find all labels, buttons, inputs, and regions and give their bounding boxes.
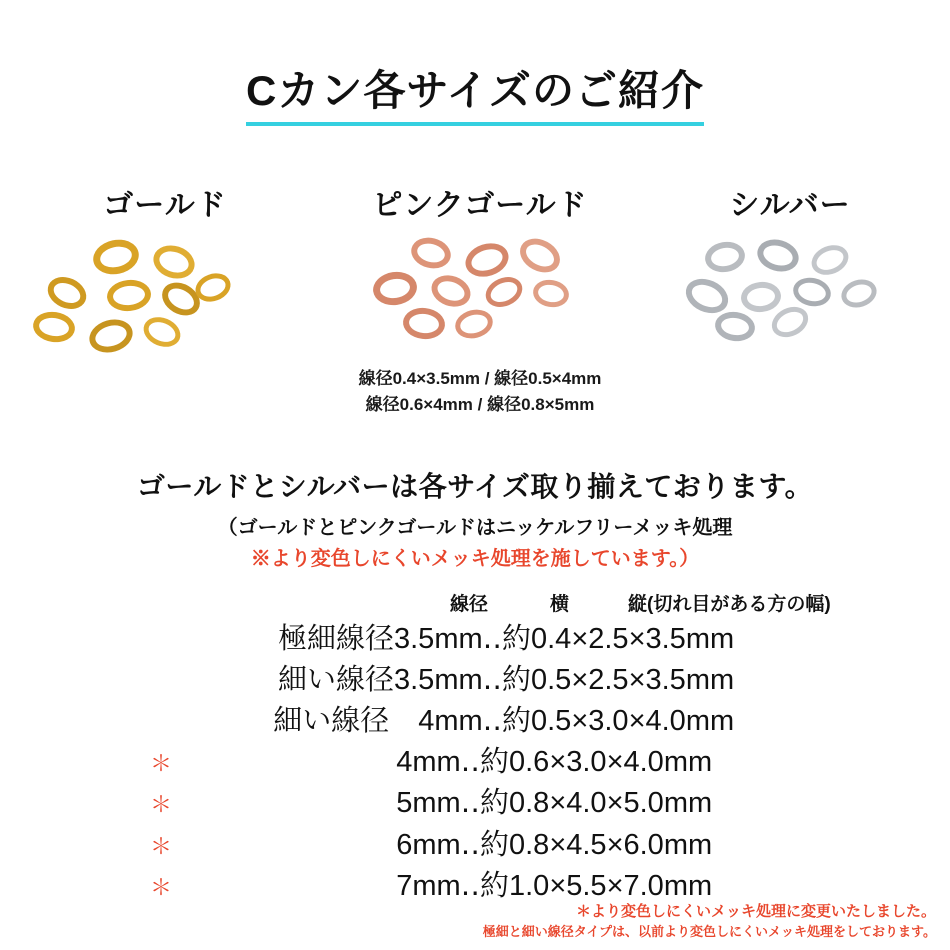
jump-ring-icon (754, 235, 803, 276)
headline-sub: （ゴールドとピンクゴールドはニッケルフリーメッキ処理 (217, 516, 733, 539)
table-row (150, 825, 950, 866)
row-value: 約0.5×2.5×3.5mm (502, 663, 735, 696)
jump-ring-icon (401, 306, 446, 341)
jump-ring-icon (461, 238, 513, 282)
table-row (150, 742, 950, 783)
jump-ring-icon (807, 240, 853, 280)
row-asterisk: ＊ (150, 874, 173, 900)
jump-ring-icon (90, 236, 142, 279)
row-asterisk: ＊ (150, 751, 173, 777)
page-title (246, 58, 704, 132)
table-row (150, 660, 950, 701)
color-column-gold (15, 180, 315, 364)
headline-note: ※より変色しにくいメッキ処理を施しています。） (250, 547, 700, 570)
jump-ring-icon (514, 232, 566, 279)
row-value: 約0.6×3.0×4.0mm (480, 746, 713, 779)
spec-header-wire: 線径 (450, 593, 489, 615)
row-value: 約0.5×3.0×4.0mm (502, 705, 735, 738)
page-title-area (0, 0, 950, 132)
color-variants (0, 180, 950, 419)
page-title-text: Cカン各サイズのご紹介 (246, 67, 704, 114)
jump-ring-icon (703, 239, 748, 275)
color-label-pink-gold: ピンクゴールド (372, 189, 588, 222)
ring-photo-pink-gold (315, 234, 645, 364)
jump-ring-icon (371, 269, 419, 308)
spec-header-height: 縦(切れ目がある方の幅) (628, 593, 831, 615)
table-row (150, 701, 950, 742)
table-row (150, 783, 950, 824)
jump-ring-icon (791, 274, 834, 309)
footer-line1: ＊より変色しにくいメッキ処理に変更いたしました。 (575, 903, 936, 921)
ring-photo-silver (645, 234, 935, 364)
row-value: 約0.4×2.5×3.5mm (502, 622, 735, 655)
color-label-gold: ゴールド (103, 189, 227, 222)
jump-ring-icon (740, 280, 783, 314)
size-spec-table (0, 589, 950, 907)
row-label: 6mm‥ (396, 828, 480, 861)
jump-ring-icon (139, 312, 185, 352)
title-underline (246, 122, 704, 126)
row-label: 7mm‥ (396, 869, 480, 902)
ring-photo-gold (15, 234, 315, 364)
row-asterisk: ＊ (150, 792, 173, 818)
row-label: 4mm‥ (396, 746, 480, 779)
jump-ring-icon (106, 278, 153, 313)
jump-ring-icon (713, 309, 757, 343)
pink-gold-size-caption (315, 366, 645, 419)
jump-ring-icon (481, 271, 527, 312)
jump-ring-icon (85, 315, 136, 358)
row-value: 約0.8×4.0×5.0mm (480, 787, 713, 820)
jump-ring-icon (408, 234, 454, 273)
spec-column-headers (150, 589, 950, 619)
color-label-silver: シルバー (729, 189, 851, 222)
table-row (150, 619, 950, 660)
footer-line2: 極細と細い線径タイプは、以前より変色しにくいメッキ処理をしております。 (482, 924, 936, 940)
row-label: 極細線径3.5mm‥ (278, 622, 502, 655)
jump-ring-icon (31, 309, 77, 345)
row-label: 細い線径 4mm‥ (273, 705, 502, 738)
headline-main: ゴールドとシルバーは各サイズ取り揃えております。 (136, 470, 814, 502)
spec-header-width: 横 (550, 593, 570, 615)
footer-note (483, 901, 936, 942)
row-asterisk: ＊ (150, 833, 173, 859)
row-value: 約0.8×4.5×6.0mm (480, 828, 713, 861)
row-value: 約1.0×5.5×7.0mm (480, 869, 713, 902)
pink-caption-line1: 線径0.4×3.5mm / 線径0.5×4mm (358, 369, 602, 388)
jump-ring-icon (149, 240, 199, 283)
headline-block (0, 465, 950, 571)
jump-ring-icon (838, 275, 881, 312)
jump-ring-icon (452, 306, 496, 342)
row-label: 5mm‥ (396, 787, 480, 820)
jump-ring-icon (427, 270, 475, 312)
jump-ring-icon (531, 277, 571, 310)
pink-caption-line2: 線径0.6×4mm / 線径0.8×5mm (365, 395, 595, 415)
jump-ring-icon (43, 271, 92, 315)
color-column-pink-gold (315, 180, 645, 419)
row-label: 細い線径3.5mm‥ (278, 663, 502, 696)
color-column-silver (645, 180, 935, 364)
